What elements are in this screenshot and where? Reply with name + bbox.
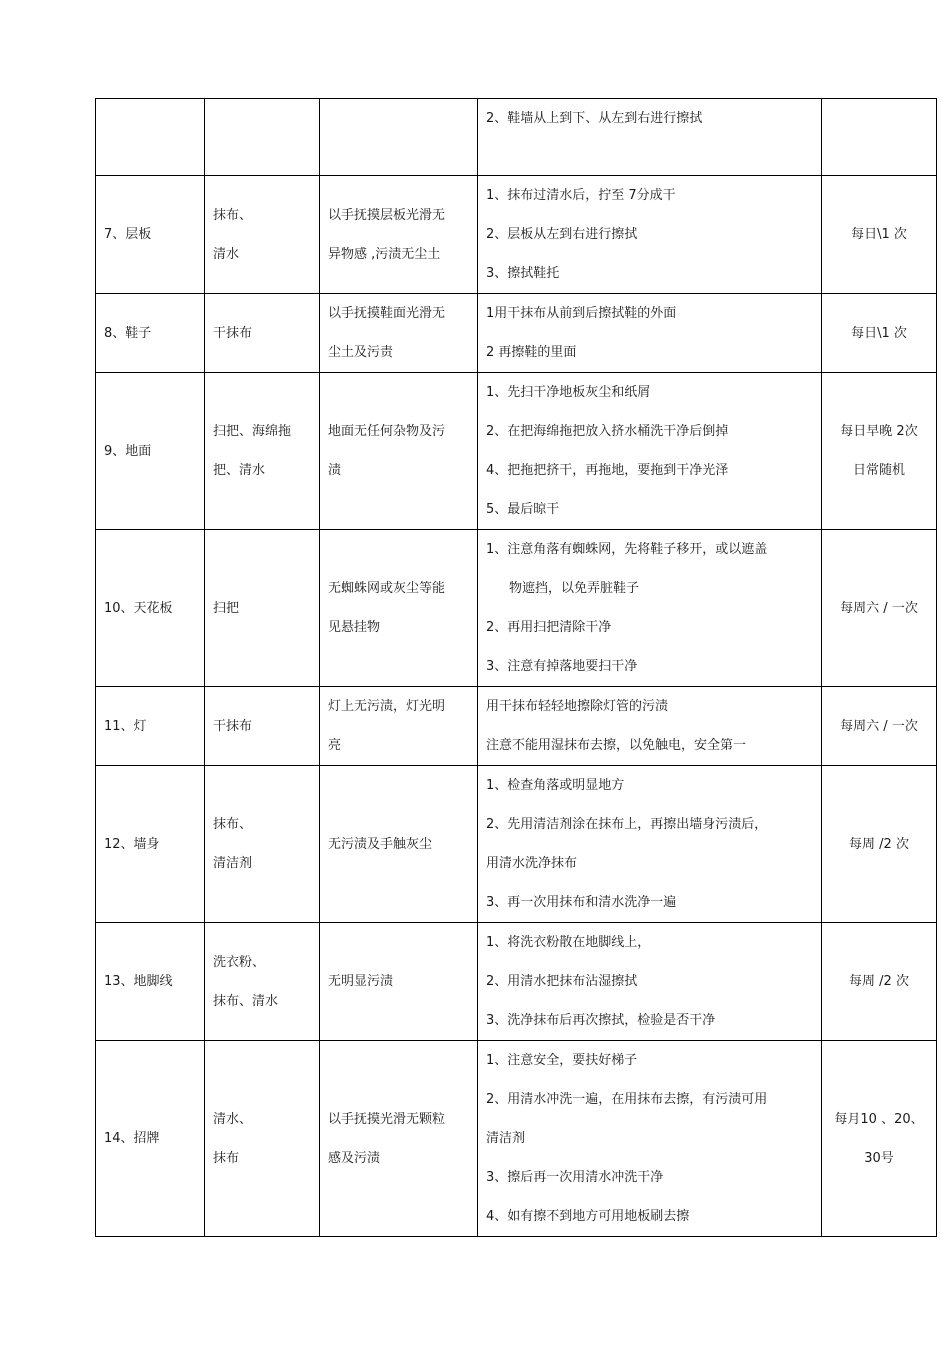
- cell-line: 感及污渍: [328, 1150, 381, 1166]
- procedure-cell: [478, 687, 822, 766]
- procedure-cell: [478, 530, 822, 687]
- tools-cell: [205, 923, 320, 1041]
- cell-line: 以手抚摸鞋面光滑无: [328, 306, 446, 321]
- cell-line: 日常随机: [852, 463, 905, 478]
- cell-line: 3、再一次用抹布和清水洗净一遍: [486, 895, 677, 910]
- frequency-cell: [822, 176, 937, 294]
- item-name: 7、层板: [104, 227, 152, 242]
- cell-line: 2 再擦鞋的里面: [486, 345, 577, 360]
- cell-line: 1、检查角落或明显地方: [486, 778, 625, 793]
- table-row: [96, 687, 937, 766]
- cell-line: 灯上无污渍，灯光明: [328, 699, 446, 714]
- item-cell: [96, 923, 205, 1041]
- cell-line: 干抹布: [213, 718, 253, 734]
- cell-line: 以手抚摸光滑无颗粒: [328, 1111, 446, 1127]
- cell-line: 2、用清水把抹布沾湿擦拭: [486, 974, 638, 989]
- cell-line: 4、如有擦不到地方可用地板刷去擦: [486, 1209, 690, 1224]
- frequency-cell: [822, 766, 937, 923]
- tools-cell: [205, 373, 320, 530]
- procedure-cell: [478, 176, 822, 294]
- table-row: [96, 1041, 937, 1237]
- cleaning-standards-table: [95, 98, 937, 1237]
- standard-cell: [320, 923, 478, 1041]
- table-row: [96, 923, 937, 1041]
- standard-cell: [320, 1041, 478, 1237]
- frequency-cell: [822, 530, 937, 687]
- cell-line: 亮: [328, 738, 342, 753]
- standard-cell: [320, 687, 478, 766]
- table-body: [96, 99, 937, 1237]
- item-cell: [96, 766, 205, 923]
- tools-cell: [205, 766, 320, 923]
- cell-line: 扫把: [213, 600, 240, 616]
- table-row: [96, 373, 937, 530]
- cell-line: 洗衣粉、: [213, 954, 266, 970]
- standard-cell: [320, 530, 478, 687]
- cell-line: 1、先扫干净地板灰尘和纸屑: [486, 385, 651, 400]
- cell-line: 把、清水: [213, 463, 266, 478]
- tools-cell: [205, 176, 320, 294]
- procedure-cell: [478, 99, 822, 176]
- item-cell: [96, 530, 205, 687]
- item-name: 11、灯: [104, 718, 147, 734]
- cell-line: 3、擦拭鞋托: [486, 266, 560, 281]
- procedure-cell: [478, 1041, 822, 1237]
- table-row: [96, 530, 937, 687]
- cell-line: 2、再用扫把清除干净: [486, 620, 612, 635]
- item-name: 14、招牌: [104, 1131, 160, 1146]
- cell-line: 每周 /2 次: [849, 974, 909, 989]
- cell-line: 清洁剂: [213, 856, 253, 871]
- procedure-cell: [478, 766, 822, 923]
- item-cell: [96, 373, 205, 530]
- tools-cell: [205, 530, 320, 687]
- tools-cell: [205, 687, 320, 766]
- cell-line: 每周六 / 一次: [840, 600, 918, 616]
- cell-line: 清水: [213, 246, 240, 262]
- cell-line: 每日早晚 2次: [840, 424, 918, 439]
- cell-line: 每月10 、20、: [834, 1111, 924, 1127]
- tools-cell: [205, 99, 320, 176]
- cell-line: 每日\1 次: [851, 325, 907, 341]
- standard-cell: [320, 176, 478, 294]
- item-cell: [96, 176, 205, 294]
- cell-line: 扫把、海绵拖: [213, 424, 292, 439]
- table-row: [96, 99, 937, 176]
- cell-line: 干抹布: [213, 325, 253, 341]
- item-name: 9、地面: [104, 443, 152, 459]
- procedure-cell: [478, 923, 822, 1041]
- cell-line: 每周六 / 一次: [840, 718, 918, 734]
- cell-line: 3、洗净抹布后再次擦拭，检验是否干净: [486, 1013, 716, 1028]
- cell-line: 异物感 ,污渍无尘土: [328, 246, 441, 262]
- cell-line: 1、将洗衣粉散在地脚线上，: [486, 935, 651, 950]
- cell-line: 用干抹布轻轻地擦除灯管的污渍: [486, 699, 669, 714]
- cell-line: 1、注意角落有蜘蛛网，先将鞋子移开，或以遮盖: [486, 542, 768, 557]
- item-cell: [96, 1041, 205, 1237]
- cell-line: 2、鞋墙从上到下、从左到右进行擦拭: [486, 111, 703, 126]
- cell-line: 抹布: [213, 1150, 240, 1166]
- item-name: 10、天花板: [104, 600, 173, 616]
- cell-line: 抹布、: [213, 207, 253, 223]
- cell-line: 无蜘蛛网或灰尘等能: [328, 581, 446, 596]
- cell-line: 2、用清水冲洗一遍，在用抹布去擦，有污渍可用: [486, 1092, 768, 1107]
- frequency-cell: [822, 373, 937, 530]
- item-name: 13、地脚线: [104, 974, 173, 989]
- item-cell: [96, 99, 205, 176]
- item-name: 12、墙身: [104, 836, 160, 852]
- table-row: [96, 176, 937, 294]
- table-row: [96, 294, 937, 373]
- cell-line: 无明显污渍: [328, 974, 394, 989]
- tools-cell: [205, 294, 320, 373]
- cell-line: 注意不能用湿抹布去擦，以免触电，安全第一: [486, 738, 747, 753]
- cell-line: 30号: [864, 1150, 894, 1166]
- item-cell: [96, 294, 205, 373]
- cell-line: 1、抹布过清水后，拧至 7分成干: [486, 188, 676, 203]
- cell-line: 抹布、: [213, 817, 253, 832]
- standard-cell: [320, 99, 478, 176]
- frequency-cell: [822, 99, 937, 176]
- cell-line: 渍: [328, 463, 342, 478]
- cell-line: 每日\1 次: [851, 227, 907, 242]
- standard-cell: [320, 294, 478, 373]
- cell-line: 1、注意安全，要扶好梯子: [486, 1053, 638, 1068]
- frequency-cell: [822, 923, 937, 1041]
- cell-line: 用清水洗净抹布: [486, 856, 578, 871]
- cell-line: 1用干抹布从前到后擦拭鞋的外面: [486, 306, 677, 321]
- frequency-cell: [822, 687, 937, 766]
- frequency-cell: [822, 1041, 937, 1237]
- cell-line: 4、把拖把挤干，再拖地，要拖到干净光泽: [486, 463, 729, 478]
- cell-line: 5、最后晾干: [486, 502, 560, 517]
- procedure-cell: [478, 294, 822, 373]
- frequency-cell: [822, 294, 937, 373]
- cell-line: 清洁剂: [486, 1131, 526, 1146]
- cell-line: 抹布、清水: [213, 993, 279, 1009]
- cell-line: 2、在把海绵拖把放入挤水桶洗干净后倒掉: [486, 424, 729, 439]
- item-name: 8、鞋子: [104, 325, 152, 341]
- cell-line: 3、擦后再一次用清水冲洗干净: [486, 1170, 664, 1185]
- cell-line: 每周 /2 次: [849, 836, 909, 852]
- standard-cell: [320, 373, 478, 530]
- cell-line: 见悬挂物: [328, 620, 381, 635]
- cell-line: 以手抚摸层板光滑无: [328, 207, 446, 223]
- item-cell: [96, 687, 205, 766]
- cell-line: 3、注意有掉落地要扫干净: [486, 659, 638, 674]
- tools-cell: [205, 1041, 320, 1237]
- cell-line: 尘土及污责: [328, 345, 394, 360]
- cell-line: 无污渍及手触灰尘: [328, 836, 433, 852]
- procedure-cell: [478, 373, 822, 530]
- cell-line: 2、先用清洁剂涂在抹布上，再擦出墙身污渍后，: [486, 817, 768, 832]
- standard-cell: [320, 766, 478, 923]
- cell-line: 地面无任何杂物及污: [328, 424, 446, 439]
- cell-line: 清水、: [213, 1111, 253, 1127]
- cell-line: 2、层板从左到右进行擦拭: [486, 227, 638, 242]
- table-row: [96, 766, 937, 923]
- cell-line: 物遮挡，以免弄脏鞋子: [509, 581, 640, 596]
